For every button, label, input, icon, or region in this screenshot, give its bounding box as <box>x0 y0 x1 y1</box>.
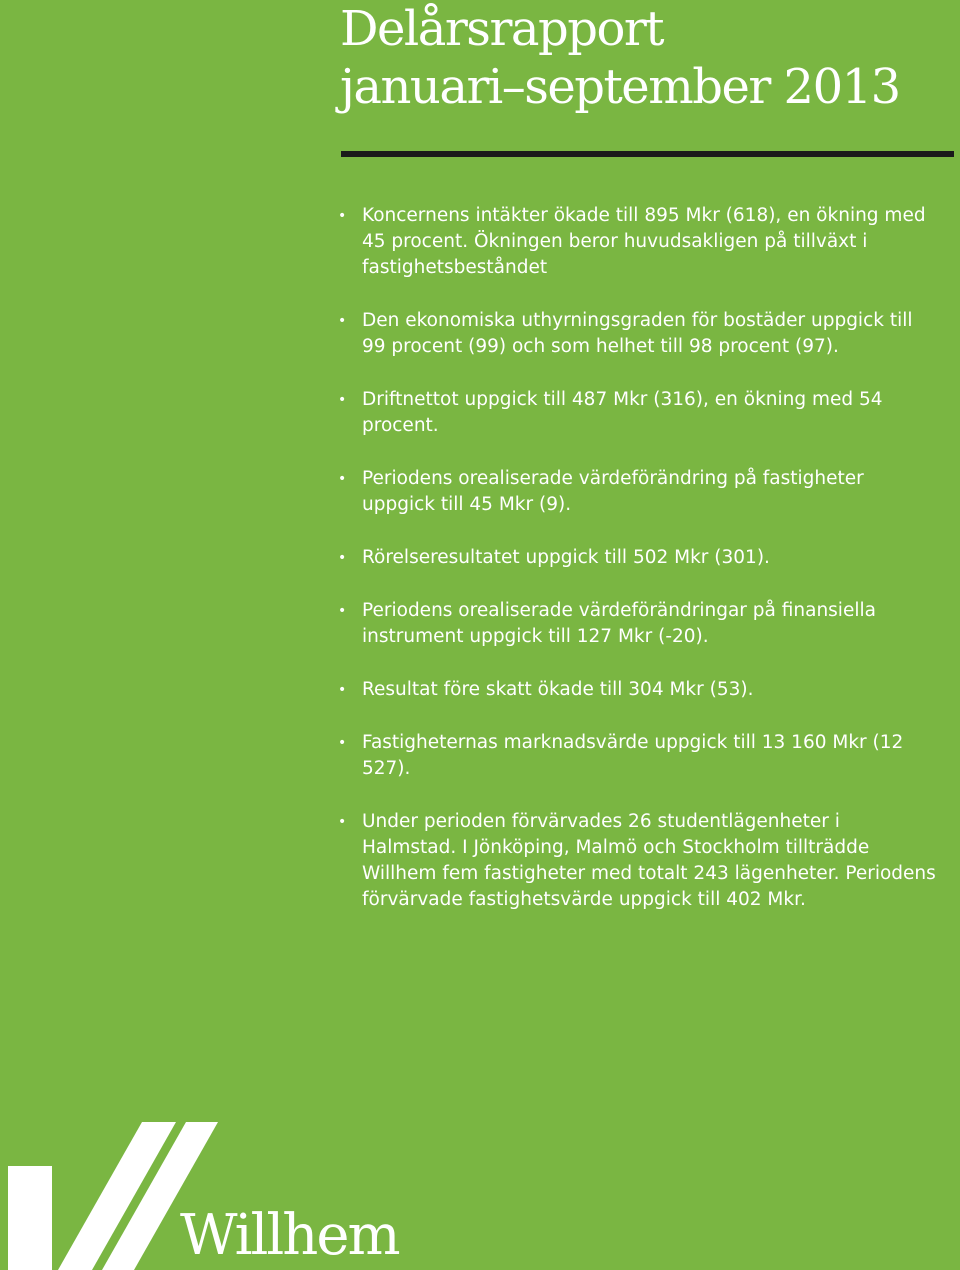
list-item-text: Koncernens intäkter ökade till 895 Mkr (618), en ökning med 45 procent. Ökningen beror huvudsakligen på tillväxt i fastighetsbeståndet <box>362 205 926 278</box>
bullet-icon: • <box>338 814 347 830</box>
list-item <box>336 308 936 360</box>
bullet-icon: • <box>338 392 347 408</box>
bullet-icon: • <box>338 471 347 487</box>
list-item-text: Resultat före skatt ökade till 304 Mkr (53). <box>362 679 754 700</box>
bullet-icon: • <box>338 735 347 751</box>
list-item <box>336 598 936 650</box>
list-item-text: Den ekonomiska uthyrningsgraden för bostäder uppgick till 99 procent (99) och som helhet till 98 procent (97). <box>362 310 913 357</box>
list-item <box>336 387 936 439</box>
list-item-text: Driftnettot uppgick till 487 Mkr (316), en ökning med 54 procent. <box>362 389 883 436</box>
list-item-text: Rörelseresultatet uppgick till 502 Mkr (301). <box>362 547 770 568</box>
list-item <box>336 730 936 782</box>
list-item-text: Fastigheternas marknadsvärde uppgick till 13 160 Mkr (12 527). <box>362 732 904 779</box>
bullet-icon: • <box>338 208 347 224</box>
list-item <box>336 203 936 281</box>
report-title-line1: Delårsrapport <box>340 1 664 57</box>
list-item-text: Periodens orealiserade värdeförändringar på finansiella instrument uppgick till 127 Mkr (-20). <box>362 600 876 647</box>
bullet-icon: • <box>338 682 347 698</box>
title-divider <box>341 151 954 157</box>
list-item-text: Periodens orealiserade värdeförändring på fastigheter uppgick till 45 Mkr (9). <box>362 468 864 515</box>
bullet-icon: • <box>338 313 347 329</box>
report-title <box>340 0 900 116</box>
list-item <box>336 545 936 571</box>
list-item <box>336 809 936 913</box>
logo-bar-left <box>8 1166 52 1270</box>
report-title-line2: januari–september 2013 <box>340 59 900 115</box>
list-item-text: Under perioden förvärvades 26 studentlägenheter i Halmstad. I Jönköping, Malmö och Stockholm tillträdde Willhem fem fastigheter med totalt 243 lägenheter. Periodens förvärvade fastighetsvärde uppgick till 402 Mkr. <box>362 811 936 910</box>
list-item <box>336 677 936 703</box>
list-item <box>336 466 936 518</box>
brand-logo-text: Willhem <box>180 1203 399 1268</box>
highlights-list <box>336 203 936 940</box>
bullet-icon: • <box>338 603 347 619</box>
bullet-icon: • <box>338 550 347 566</box>
